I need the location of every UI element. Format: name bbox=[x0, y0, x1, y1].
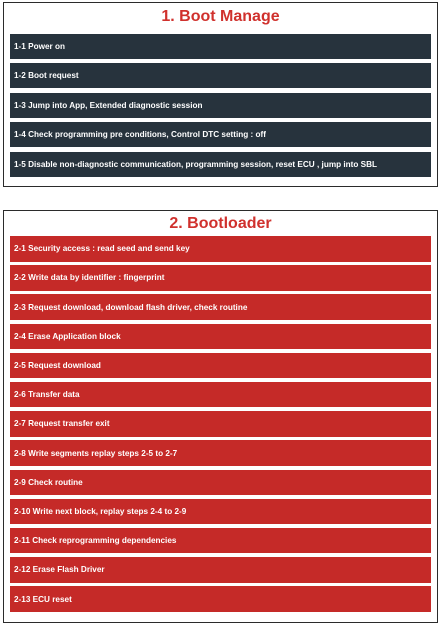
bootloader-step-2-11: 2-11 Check reprogramming dependencies bbox=[10, 528, 431, 554]
bootloader-step-2-3: 2-3 Request download, download flash driver, check routine bbox=[10, 294, 431, 320]
bootloader-step-2-7: 2-7 Request transfer exit bbox=[10, 411, 431, 437]
bootloader-step-2-9: 2-9 Check routine bbox=[10, 470, 431, 496]
boot-manage-steps bbox=[10, 34, 431, 181]
boot-step-1-3: 1-3 Jump into App, Extended diagnostic session bbox=[10, 93, 431, 118]
boot-manage-title: 1. Boot Manage bbox=[161, 8, 280, 25]
bootloader-step-2-6: 2-6 Transfer data bbox=[10, 382, 431, 408]
bootloader-step-2-13: 2-13 ECU reset bbox=[10, 586, 431, 612]
bootloader-step-2-2: 2-2 Write data by identifier : fingerprint bbox=[10, 265, 431, 291]
bootloader-panel bbox=[3, 210, 438, 623]
boot-step-1-4: 1-4 Check programming pre conditions, Control DTC setting : off bbox=[10, 122, 431, 147]
bootloader-step-2-8: 2-8 Write segments replay steps 2-5 to 2-7 bbox=[10, 440, 431, 466]
bootloader-step-2-1: 2-1 Security access : read seed and send key bbox=[10, 236, 431, 262]
bootloader-step-2-10: 2-10 Write next block, replay steps 2-4 to 2-9 bbox=[10, 499, 431, 525]
bootloader-step-2-5: 2-5 Request download bbox=[10, 353, 431, 379]
boot-manage-panel bbox=[3, 2, 438, 187]
bootloader-step-2-4: 2-4 Erase Application block bbox=[10, 324, 431, 350]
boot-step-1-5: 1-5 Disable non-diagnostic communication, programming session, reset ECU , jump into SBL bbox=[10, 152, 431, 177]
bootloader-step-2-12: 2-12 Erase Flash Driver bbox=[10, 557, 431, 583]
boot-step-1-1: 1-1 Power on bbox=[10, 34, 431, 59]
boot-step-1-2: 1-2 Boot request bbox=[10, 63, 431, 88]
bootloader-title: 2. Bootloader bbox=[169, 215, 272, 232]
bootloader-steps bbox=[10, 236, 431, 615]
